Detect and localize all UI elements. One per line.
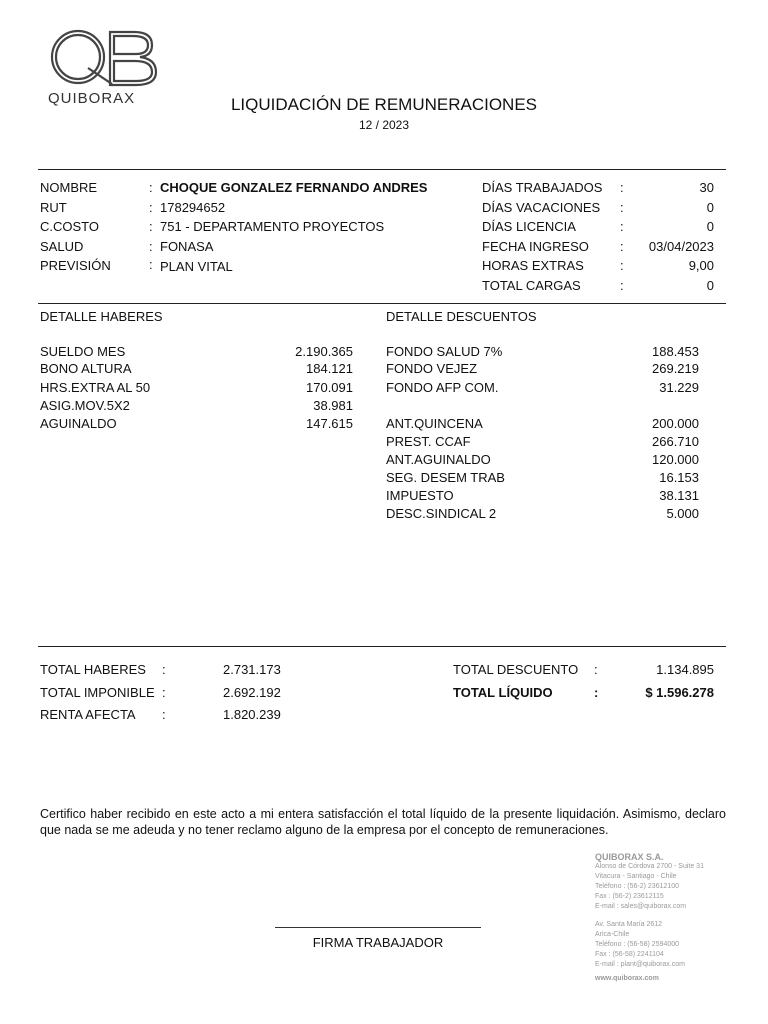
office2-line: Fax : (56-58) 2241104	[595, 951, 664, 958]
total-liquido-value: $ 1.596.278	[645, 685, 714, 700]
signature-line	[275, 927, 481, 928]
label-dias-licencia: DÍAS LICENCIA	[482, 219, 576, 234]
descuento-label: ANT.AGUINALDO	[386, 452, 491, 467]
total-haberes-value: 2.731.173	[223, 662, 281, 677]
colon: :	[620, 278, 624, 293]
value-salud: FONASA	[160, 239, 214, 254]
colon: :	[149, 257, 153, 272]
certification-text: Certifico haber recibido en este acto a mi entera satisfacción el total líquido de la presente liquidación. Asimismo, declaro que nada se me adeuda y no tener reclamo alguno de la empresa por el concepto de remuneraciones.	[40, 807, 726, 837]
colon: :	[620, 258, 624, 273]
label-prevision: PREVISIÓN	[40, 258, 111, 273]
divider-totals	[38, 646, 726, 647]
haber-value: 147.615	[306, 416, 353, 431]
haber-value: 170.091	[306, 380, 353, 395]
office2-line: Teléfono : (56-58) 2594000	[595, 941, 680, 948]
office2-line: E-mail : plant@quiborax.com	[595, 961, 685, 968]
label-salud: SALUD	[40, 239, 84, 254]
value-total-cargas: 0	[706, 278, 714, 293]
descuento-label: FONDO AFP COM.	[386, 380, 499, 395]
period: 12 / 2023	[358, 118, 410, 132]
colon: :	[149, 239, 153, 254]
colon: :	[594, 685, 599, 700]
quiborax-logo-icon	[48, 28, 160, 88]
descuento-label: DESC.SINDICAL 2	[386, 506, 497, 521]
label-horas-extras: HORAS EXTRAS	[482, 258, 584, 273]
colon: :	[620, 180, 624, 195]
descuento-label: FONDO SALUD 7%	[386, 344, 503, 359]
office1-line: Fax : (56-2) 23612115	[595, 893, 664, 900]
haber-label: AGUINALDO	[40, 416, 117, 431]
value-dias-vacaciones: 0	[706, 200, 714, 215]
descuento-label: SEG. DESEM TRAB	[386, 470, 505, 485]
haber-label: HRS.EXTRA AL 50	[40, 380, 151, 395]
colon: :	[620, 219, 624, 234]
renta-afecta-label: RENTA AFECTA	[40, 707, 136, 722]
total-descuento-value: 1.134.895	[656, 662, 714, 677]
divider-top	[38, 169, 726, 170]
descuento-value: 16.153	[659, 470, 699, 485]
office2-line: Av. Santa María 2612	[595, 921, 663, 928]
value-prevision: PLAN VITAL	[160, 259, 233, 274]
value-rut: 178294652	[160, 200, 226, 215]
colon: :	[594, 662, 598, 677]
total-liquido-label: TOTAL LÍQUIDO	[453, 685, 553, 700]
office1-line: Alonso de Córdova 2700 - Suite 31	[595, 863, 704, 870]
colon: :	[162, 662, 166, 677]
office2-line: Arica-Chile	[595, 931, 630, 938]
total-descuento-label: TOTAL DESCUENTO	[453, 662, 579, 677]
office1-line: Vitacura - Santiago - Chile	[595, 873, 677, 880]
label-rut: RUT	[40, 200, 67, 215]
haber-label: BONO ALTURA	[40, 361, 132, 376]
descuento-value: 5.000	[666, 506, 699, 521]
company-name: QUIBORAX S.A.	[595, 852, 664, 862]
colon: :	[149, 219, 153, 234]
colon: :	[162, 685, 166, 700]
renta-afecta-value: 1.820.239	[223, 707, 281, 722]
label-dias-trabajados: DÍAS TRABAJADOS	[482, 180, 603, 195]
descuento-value: 200.000	[652, 416, 699, 431]
value-dias-trabajados: 30	[699, 180, 714, 195]
company-website: www.quiborax.com	[595, 975, 659, 982]
signature-label: FIRMA TRABAJADOR	[312, 935, 444, 950]
office1-line: E-mail : sales@quiborax.com	[595, 903, 687, 910]
haber-value: 2.190.365	[295, 344, 353, 359]
label-total-cargas: TOTAL CARGAS	[482, 278, 581, 293]
colon: :	[620, 200, 624, 215]
descuento-value: 188.453	[652, 344, 699, 359]
descuento-label: IMPUESTO	[386, 488, 454, 503]
value-fecha-ingreso: 03/04/2023	[648, 239, 714, 254]
descuento-label: ANT.QUINCENA	[386, 416, 483, 431]
haberes-heading: DETALLE HABERES	[40, 309, 163, 324]
descuentos-heading: DETALLE DESCUENTOS	[386, 309, 537, 324]
descuento-value: 38.131	[659, 488, 699, 503]
descuento-value: 120.000	[652, 452, 699, 467]
label-dias-vacaciones: DÍAS VACACIONES	[482, 200, 601, 215]
company-info	[595, 852, 755, 984]
label-nombre: NOMBRE	[40, 180, 98, 195]
value-horas-extras: 9,00	[688, 258, 714, 273]
descuento-value: 269.219	[652, 361, 699, 376]
descuento-label: PREST. CCAF	[386, 434, 471, 449]
total-imponible-label: TOTAL IMPONIBLE	[40, 685, 155, 700]
total-imponible-value: 2.692.192	[223, 685, 281, 700]
value-ccosto: 751 - DEPARTAMENTO PROYECTOS	[160, 219, 385, 234]
descuento-value: 31.229	[659, 380, 699, 395]
label-ccosto: C.COSTO	[40, 219, 99, 234]
total-haberes-label: TOTAL HABERES	[40, 662, 146, 677]
haber-value: 38.981	[313, 398, 353, 413]
colon: :	[149, 200, 153, 215]
value-nombre: CHOQUE GONZALEZ FERNANDO ANDRES	[160, 180, 428, 195]
haber-label: SUELDO MES	[40, 344, 126, 359]
page-title: LIQUIDACIÓN DE REMUNERACIONES	[230, 95, 538, 114]
logo-text: QUIBORAX	[48, 90, 136, 107]
descuento-label: FONDO VEJEZ	[386, 361, 478, 376]
office1-line: Teléfono : (56-2) 23612100	[595, 883, 680, 890]
value-dias-licencia: 0	[706, 219, 714, 234]
colon: :	[620, 239, 624, 254]
haber-value: 184.121	[306, 361, 353, 376]
colon: :	[162, 707, 166, 722]
descuento-value: 266.710	[652, 434, 699, 449]
colon: :	[149, 180, 153, 195]
haber-label: ASIG.MOV.5X2	[40, 398, 130, 413]
divider-middle	[38, 303, 726, 304]
label-fecha-ingreso: FECHA INGRESO	[482, 239, 589, 254]
